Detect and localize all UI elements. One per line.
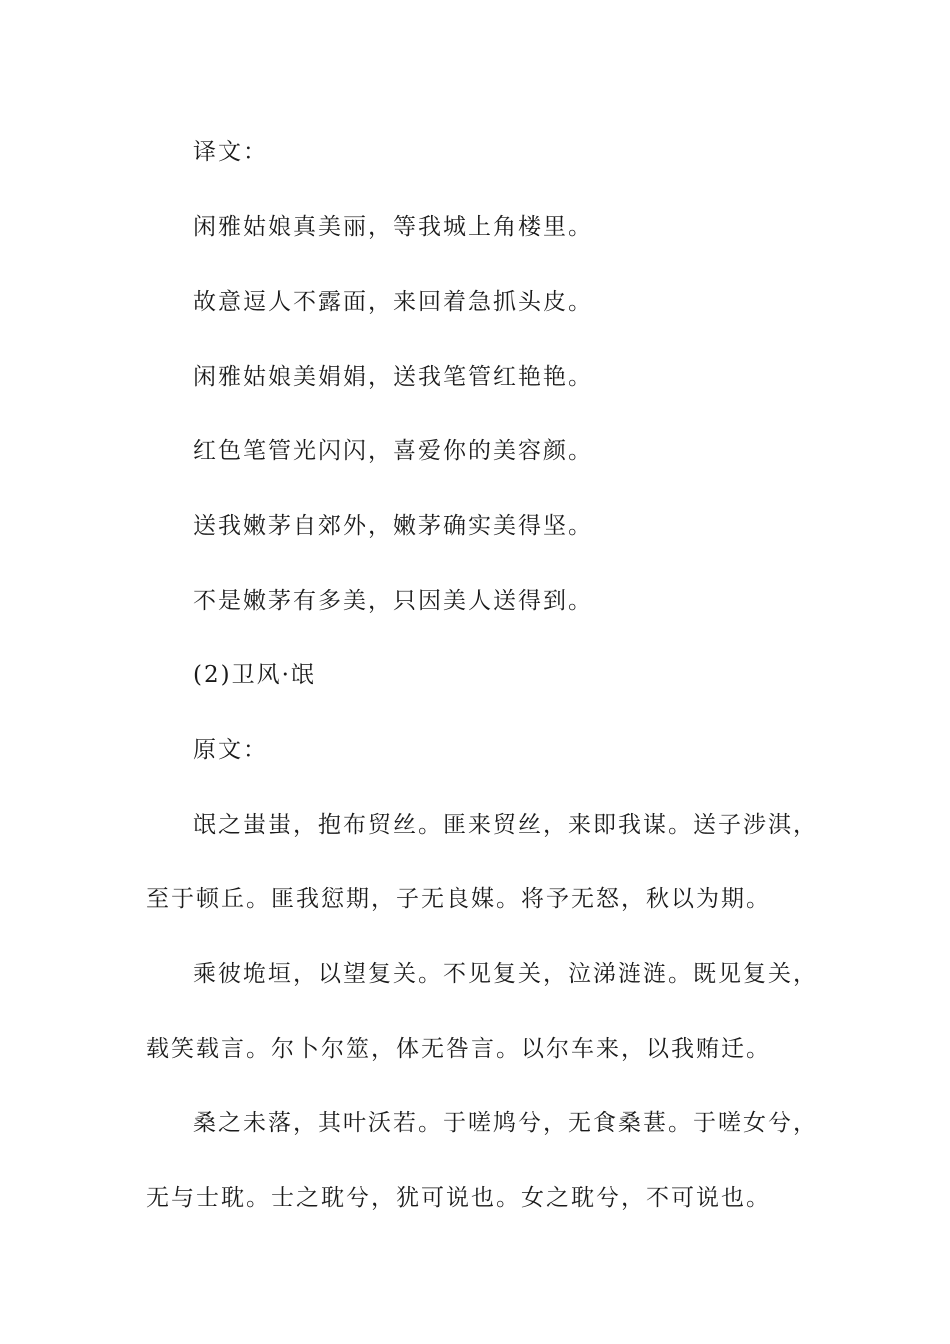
translation-line: 送我嫩茅自郊外，嫩茅确实美得坚。	[193, 513, 593, 539]
translation-label: 译文：	[193, 139, 268, 165]
translation-line: 红色笔管光闪闪，喜爱你的美容颜。	[193, 438, 593, 464]
poem-paragraph-line: 桑之未落，其叶沃若。于嗟鸠兮，无食桑葚。于嗟女兮，	[193, 1110, 818, 1136]
translation-line: 闲雅姑娘真美丽，等我城上角楼里。	[193, 214, 593, 240]
translation-line: 不是嫩茅有多美，只因美人送得到。	[193, 588, 593, 614]
section-heading: (2)卫风·氓	[193, 662, 316, 688]
poem-paragraph-line: 无与士耽。士之耽兮，犹可说也。女之耽兮，不可说也。	[146, 1185, 771, 1211]
poem-paragraph-line: 载笑载言。尔卜尔筮，体无咎言。以尔车来，以我贿迁。	[146, 1036, 771, 1062]
translation-line: 故意逗人不露面，来回着急抓头皮。	[193, 289, 593, 315]
poem-paragraph-line: 氓之蚩蚩，抱布贸丝。匪来贸丝，来即我谋。送子涉淇，	[193, 812, 818, 838]
translation-line: 闲雅姑娘美娟娟，送我笔管红艳艳。	[193, 364, 593, 390]
poem-paragraph-line: 至于顿丘。匪我愆期，子无良媒。将予无怒，秋以为期。	[146, 886, 771, 912]
original-label: 原文：	[193, 737, 268, 763]
poem-paragraph-line: 乘彼垝垣，以望复关。不见复关，泣涕涟涟。既见复关，	[193, 961, 818, 987]
